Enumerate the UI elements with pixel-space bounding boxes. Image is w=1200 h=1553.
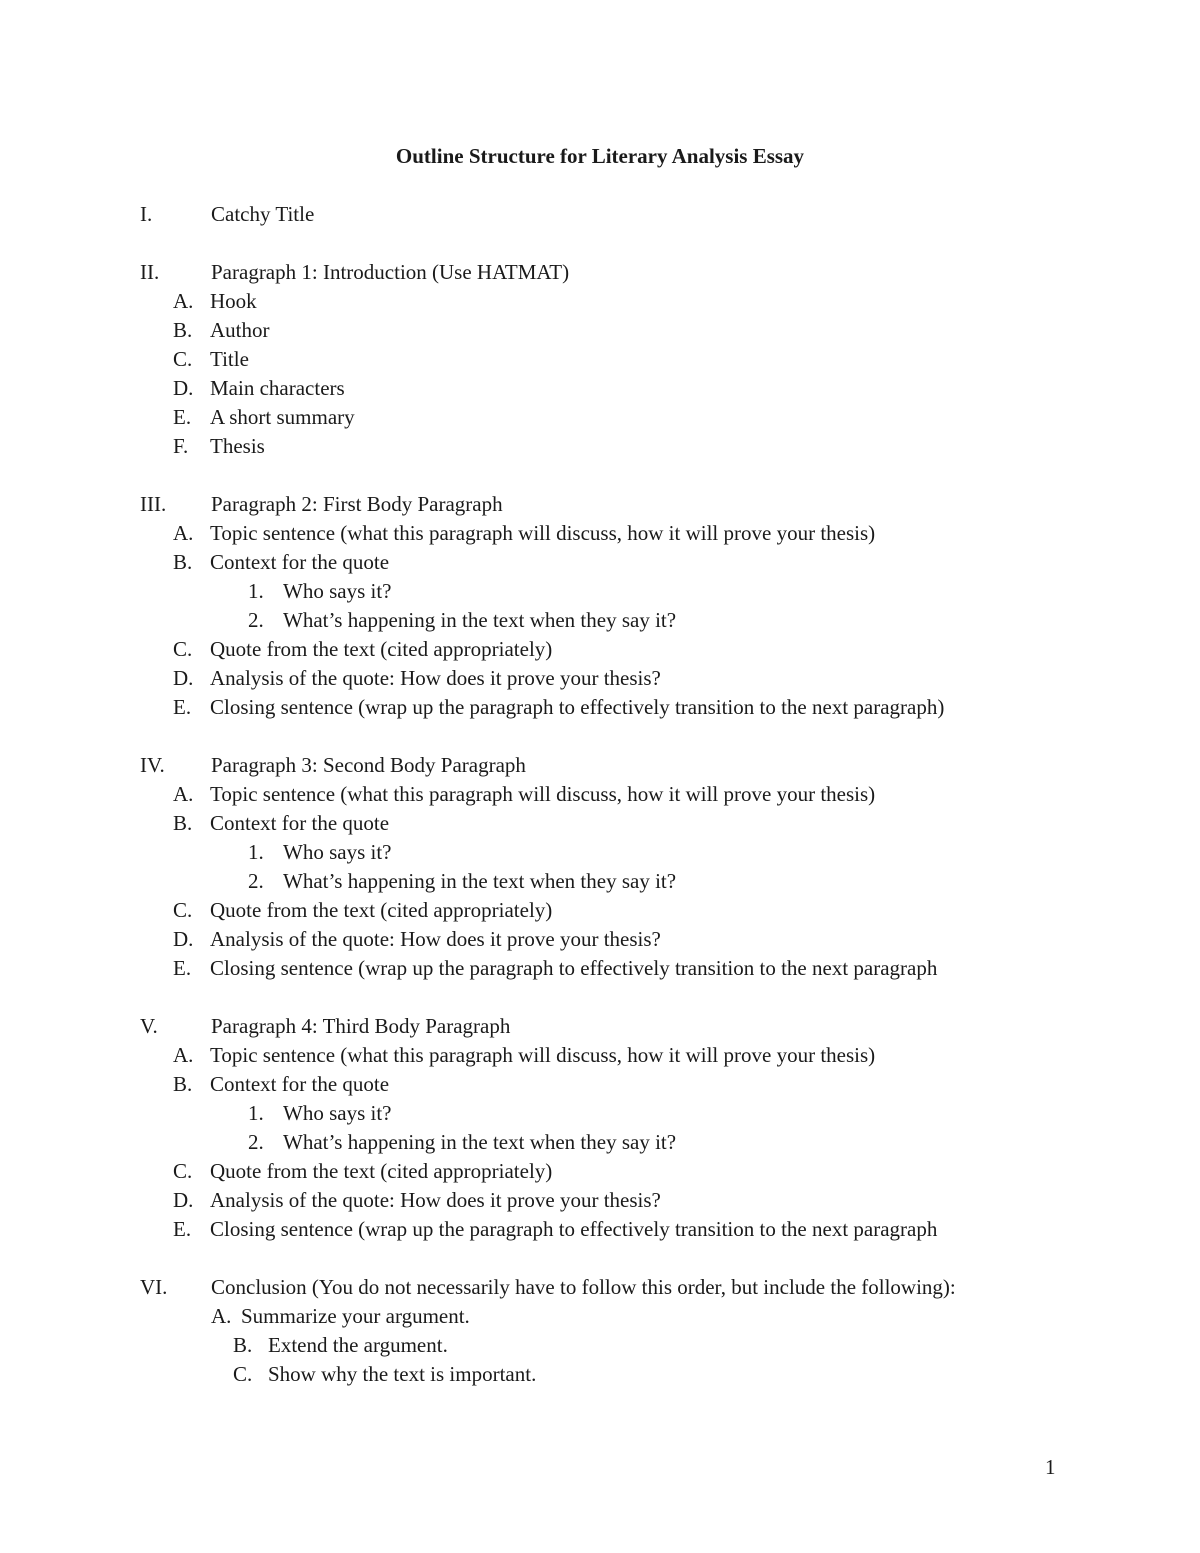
item-marker: A.	[173, 521, 194, 545]
subitem-text: Who says it?	[283, 840, 392, 864]
section-spacer	[0, 229, 1200, 258]
section-spacer	[0, 461, 1200, 490]
outline-item	[0, 1070, 1200, 1099]
item-marker: A.	[173, 289, 194, 313]
conclusion-item	[0, 1302, 1200, 1331]
outline-item	[0, 954, 1200, 983]
outline-section-heading	[0, 751, 1200, 780]
outline-subitem	[0, 606, 1200, 635]
outline-item	[0, 1186, 1200, 1215]
item-text: Main characters	[210, 376, 345, 400]
section-heading-text: Conclusion (You do not necessarily have to follow this order, but include the following):	[211, 1275, 956, 1299]
item-text: Context for the quote	[210, 811, 390, 835]
item-marker: C.	[233, 1362, 253, 1386]
item-marker: E.	[173, 956, 192, 980]
item-text: Show why the text is important.	[268, 1362, 537, 1386]
item-marker: A.	[173, 1043, 194, 1067]
outline-item	[0, 1215, 1200, 1244]
outline-subitem	[0, 867, 1200, 896]
section-heading-text: Catchy Title	[211, 202, 315, 226]
subitem-text: Who says it?	[283, 579, 392, 603]
outline-item	[0, 403, 1200, 432]
subitem-text: What’s happening in the text when they say it?	[283, 608, 677, 632]
outline-subitem	[0, 1099, 1200, 1128]
item-text: Author	[210, 318, 270, 342]
subitem-text: What’s happening in the text when they say it?	[283, 869, 677, 893]
item-marker: D.	[173, 376, 194, 400]
item-text: Topic sentence (what this paragraph will discuss, how it will prove your thesis)	[210, 782, 876, 806]
item-marker: B.	[173, 811, 193, 835]
item-text: Context for the quote	[210, 1072, 390, 1096]
outline-item	[0, 287, 1200, 316]
item-marker: D.	[173, 666, 194, 690]
item-marker: A.	[211, 1304, 232, 1328]
item-marker: C.	[173, 347, 193, 371]
outline-item	[0, 374, 1200, 403]
outline-item	[0, 780, 1200, 809]
item-text: Analysis of the quote: How does it prove your thesis?	[210, 1188, 661, 1212]
item-text: Topic sentence (what this paragraph will discuss, how it will prove your thesis)	[210, 1043, 876, 1067]
item-marker: D.	[173, 1188, 194, 1212]
section-heading-text: Paragraph 1: Introduction (Use HATMAT)	[211, 260, 570, 284]
item-marker: B.	[173, 550, 193, 574]
outline-item	[0, 925, 1200, 954]
item-text: Context for the quote	[210, 550, 390, 574]
section-heading-text: Paragraph 3: Second Body Paragraph	[211, 753, 526, 777]
item-text: Title	[210, 347, 249, 371]
section-spacer	[0, 1244, 1200, 1273]
outline-item	[0, 548, 1200, 577]
outline-item	[0, 432, 1200, 461]
section-numeral: II.	[140, 260, 160, 284]
item-marker: B.	[173, 318, 193, 342]
subitem-marker: 2.	[248, 1130, 264, 1154]
section-numeral: III.	[140, 492, 167, 516]
item-text: Quote from the text (cited appropriately)	[210, 1159, 553, 1183]
outline-subitem	[0, 838, 1200, 867]
section-numeral: V.	[140, 1014, 158, 1038]
item-text: Hook	[210, 289, 257, 313]
subitem-marker: 1.	[248, 1101, 264, 1125]
outline-item	[0, 664, 1200, 693]
section-numeral: IV.	[140, 753, 165, 777]
outline-item	[0, 519, 1200, 548]
outline-item	[0, 1157, 1200, 1186]
outline-subitem	[0, 1128, 1200, 1157]
section-heading-text: Paragraph 2: First Body Paragraph	[211, 492, 503, 516]
item-marker: E.	[173, 695, 192, 719]
outline-section-heading	[0, 258, 1200, 287]
item-text: Closing sentence (wrap up the paragraph to effectively transition to the next paragraph	[210, 1217, 938, 1241]
outline-item	[0, 896, 1200, 925]
item-text: Analysis of the quote: How does it prove your thesis?	[210, 927, 661, 951]
outline-item	[0, 345, 1200, 374]
item-text: Topic sentence (what this paragraph will discuss, how it will prove your thesis)	[210, 521, 876, 545]
conclusion-item	[0, 1360, 1200, 1389]
outline-section-heading	[0, 200, 1200, 229]
outline-item	[0, 1041, 1200, 1070]
item-text: Closing sentence (wrap up the paragraph to effectively transition to the next paragraph	[210, 956, 938, 980]
section-heading-text: Paragraph 4: Third Body Paragraph	[211, 1014, 511, 1038]
section-spacer	[0, 983, 1200, 1012]
item-marker: E.	[173, 405, 192, 429]
item-marker: A.	[173, 782, 194, 806]
item-text: Quote from the text (cited appropriately)	[210, 637, 553, 661]
item-text: Quote from the text (cited appropriately)	[210, 898, 553, 922]
item-text: Summarize your argument.	[241, 1304, 470, 1328]
item-marker: C.	[173, 898, 193, 922]
item-marker: B.	[173, 1072, 193, 1096]
item-marker: C.	[173, 637, 193, 661]
subitem-marker: 2.	[248, 608, 264, 632]
item-text: Closing sentence (wrap up the paragraph to effectively transition to the next paragraph)	[210, 695, 945, 719]
outline-section-heading	[0, 490, 1200, 519]
item-marker: C.	[173, 1159, 193, 1183]
section-numeral: I.	[140, 202, 153, 226]
item-text: Thesis	[210, 434, 265, 458]
outline-item	[0, 693, 1200, 722]
conclusion-item	[0, 1331, 1200, 1360]
page-number: 1	[1045, 1455, 1056, 1479]
subitem-marker: 1.	[248, 840, 264, 864]
item-text: Extend the argument.	[268, 1333, 448, 1357]
subitem-marker: 2.	[248, 869, 264, 893]
subitem-marker: 1.	[248, 579, 264, 603]
outline-section-heading	[0, 1273, 1200, 1302]
item-text: A short summary	[210, 405, 355, 429]
outline-item	[0, 809, 1200, 838]
item-marker: E.	[173, 1217, 192, 1241]
section-spacer	[0, 722, 1200, 751]
item-marker: D.	[173, 927, 194, 951]
item-marker: F.	[173, 434, 189, 458]
item-text: Analysis of the quote: How does it prove your thesis?	[210, 666, 661, 690]
outline-item	[0, 316, 1200, 345]
item-marker: B.	[233, 1333, 253, 1357]
outline-subitem	[0, 577, 1200, 606]
subitem-text: What’s happening in the text when they say it?	[283, 1130, 677, 1154]
outline-section-heading	[0, 1012, 1200, 1041]
subitem-text: Who says it?	[283, 1101, 392, 1125]
section-numeral: VI.	[140, 1275, 168, 1299]
outline	[0, 200, 1200, 1389]
outline-item	[0, 635, 1200, 664]
document-title: Outline Structure for Literary Analysis Essay	[395, 144, 805, 168]
